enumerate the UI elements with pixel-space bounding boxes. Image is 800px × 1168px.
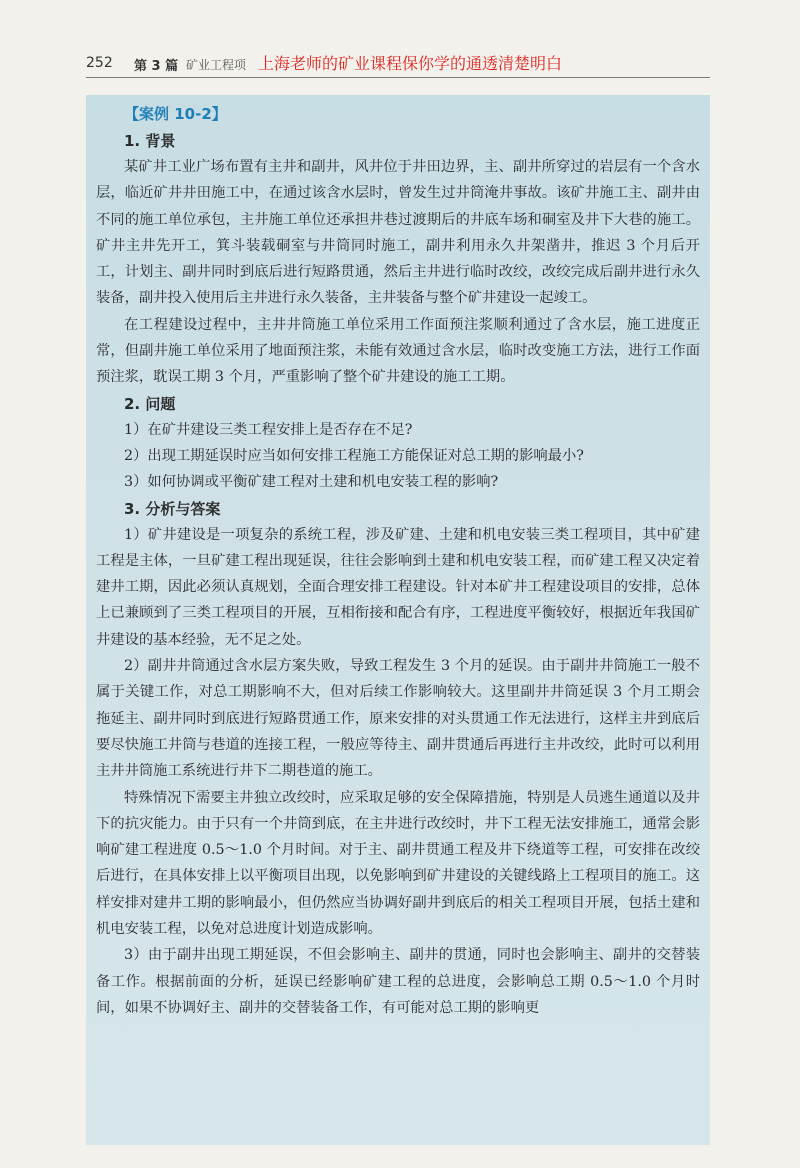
question-item: 2）出现工期延误时应当如何安排工程施工方能保证对总工期的影响最小? xyxy=(124,447,584,464)
analysis-paragraph: 2）副井井筒通过含水层方案失败，导致工程发生 3 个月的延误。由于副井井筒施工一般不属于关键工作，对总工期影响不大，但对后续工作影响较大。这里副井井筒延误 3 个月工期会拖延主、副井同时到底进行短路贯通工作，原来安排的对头贯通工作无法进行，这样主井到底后要尽快施工井筒与巷道的连接工程，一般应等待主、副井贯通后再进行主井改绞，此时可以利用主井井筒施工系统进行井下二期巷道的施工。 xyxy=(96,658,700,780)
page-header xyxy=(0,0,800,95)
analysis-heading: 3. 分析与答案 xyxy=(124,499,221,518)
questions-heading: 2. 问题 xyxy=(124,394,176,413)
background-paragraph: 在工程建设过程中，主井井筒施工单位采用工作面预注浆顺利通过了含水层，施工进度正常，但副井施工单位采用了地面预注浆，未能有效通过含水层，临时改变施工方法，进行工作面预注浆，耽误工期 3 个月，严重影响了整个矿井建设的施工工期。 xyxy=(96,316,700,386)
background-paragraph: 某矿井工业广场布置有主井和副井，风井位于井田边界，主、副井所穿过的岩层有一个含水层，临近矿井井田施工中，在通过该含水层时，曾发生过井筒淹井事故。该矿井施工主、副井由不同的施工单位承包，主井施工单位还承担井巷过渡期后的井底车场和硐室及井下大巷的施工。矿井主井先开工，箕斗装载硐室与井筒同时施工，副井利用永久井架凿井，推迟 3 个月后开工，计划主、副井同时到底后进行短路贯通，然后主井进行临时改绞，改绞完成后副井进行永久装备，副井投入使用后主井进行永久装备，主井装备与整个矿井建设一起竣工。 xyxy=(96,159,700,307)
question-item: 3）如何协调或平衡矿建工程对土建和机电安装工程的影响? xyxy=(124,474,499,491)
chapter-label: 矿业工程项 xyxy=(186,58,247,72)
case-content xyxy=(86,100,710,1021)
question-item: 1）在矿井建设三类工程安排上是否存在不足? xyxy=(124,421,413,438)
analysis-paragraph: 特殊情况下需要主井独立改绞时，应采取足够的安全保障措施，特别是人员逃生通道以及井下的抗灾能力。由于只有一个井筒到底，在主井进行改绞时，井下工程无法安排施工，通常会影响矿建工程进度 0.5～1.0 个月时间。对于主、副井贯通工程及井下绕道等工程，可安排在改绞后进行，在具体安排上以平衡项目出现，以免影响到矿井建设的关键线路上工程项目的施工。这样安排对建井工期的影响最小，但仍然应当协调好副井到底后的相关工程项目开展，包括土建和机电安装工程，以免对总进度计划造成影响。 xyxy=(96,789,700,938)
watermark-text: 上海老师的矿业课程保你学的通透清楚明白 xyxy=(258,54,563,73)
header-divider xyxy=(86,77,710,78)
case-title: 【案例 10-2】 xyxy=(124,105,227,123)
part-label: 第 3 篇 xyxy=(134,59,179,74)
analysis-paragraph: 3）由于副井出现工期延误，不但会影响主、副井的贯通，同时也会影响主、副井的交替装备工作。根据前面的分析，延误已经影响矿建工程的总进度，会影响总工期 0.5～1.0 个月时间，如果不协调好主、副井的交替装备工作，有可能对总工期的影响更 xyxy=(96,947,700,1016)
page-number: 252 xyxy=(86,55,113,71)
analysis-paragraph: 1）矿井建设是一项复杂的系统工程，涉及矿建、土建和机电安装三类工程项目，其中矿建工程是主体，一旦矿建工程出现延误，往往会影响到土建和机电安装工程，而矿建工程又决定着建井工期，因此必须认真规划，全面合理安排工程建设。针对本矿井工程建设项目的安排，总体上已兼顾到了三类工程项目的开展，互相衔接和配合有序，工程进度平衡较好，根据近年我国矿井建设的基本经验，无不足之处。 xyxy=(96,526,700,648)
background-heading: 1. 背景 xyxy=(124,132,176,150)
